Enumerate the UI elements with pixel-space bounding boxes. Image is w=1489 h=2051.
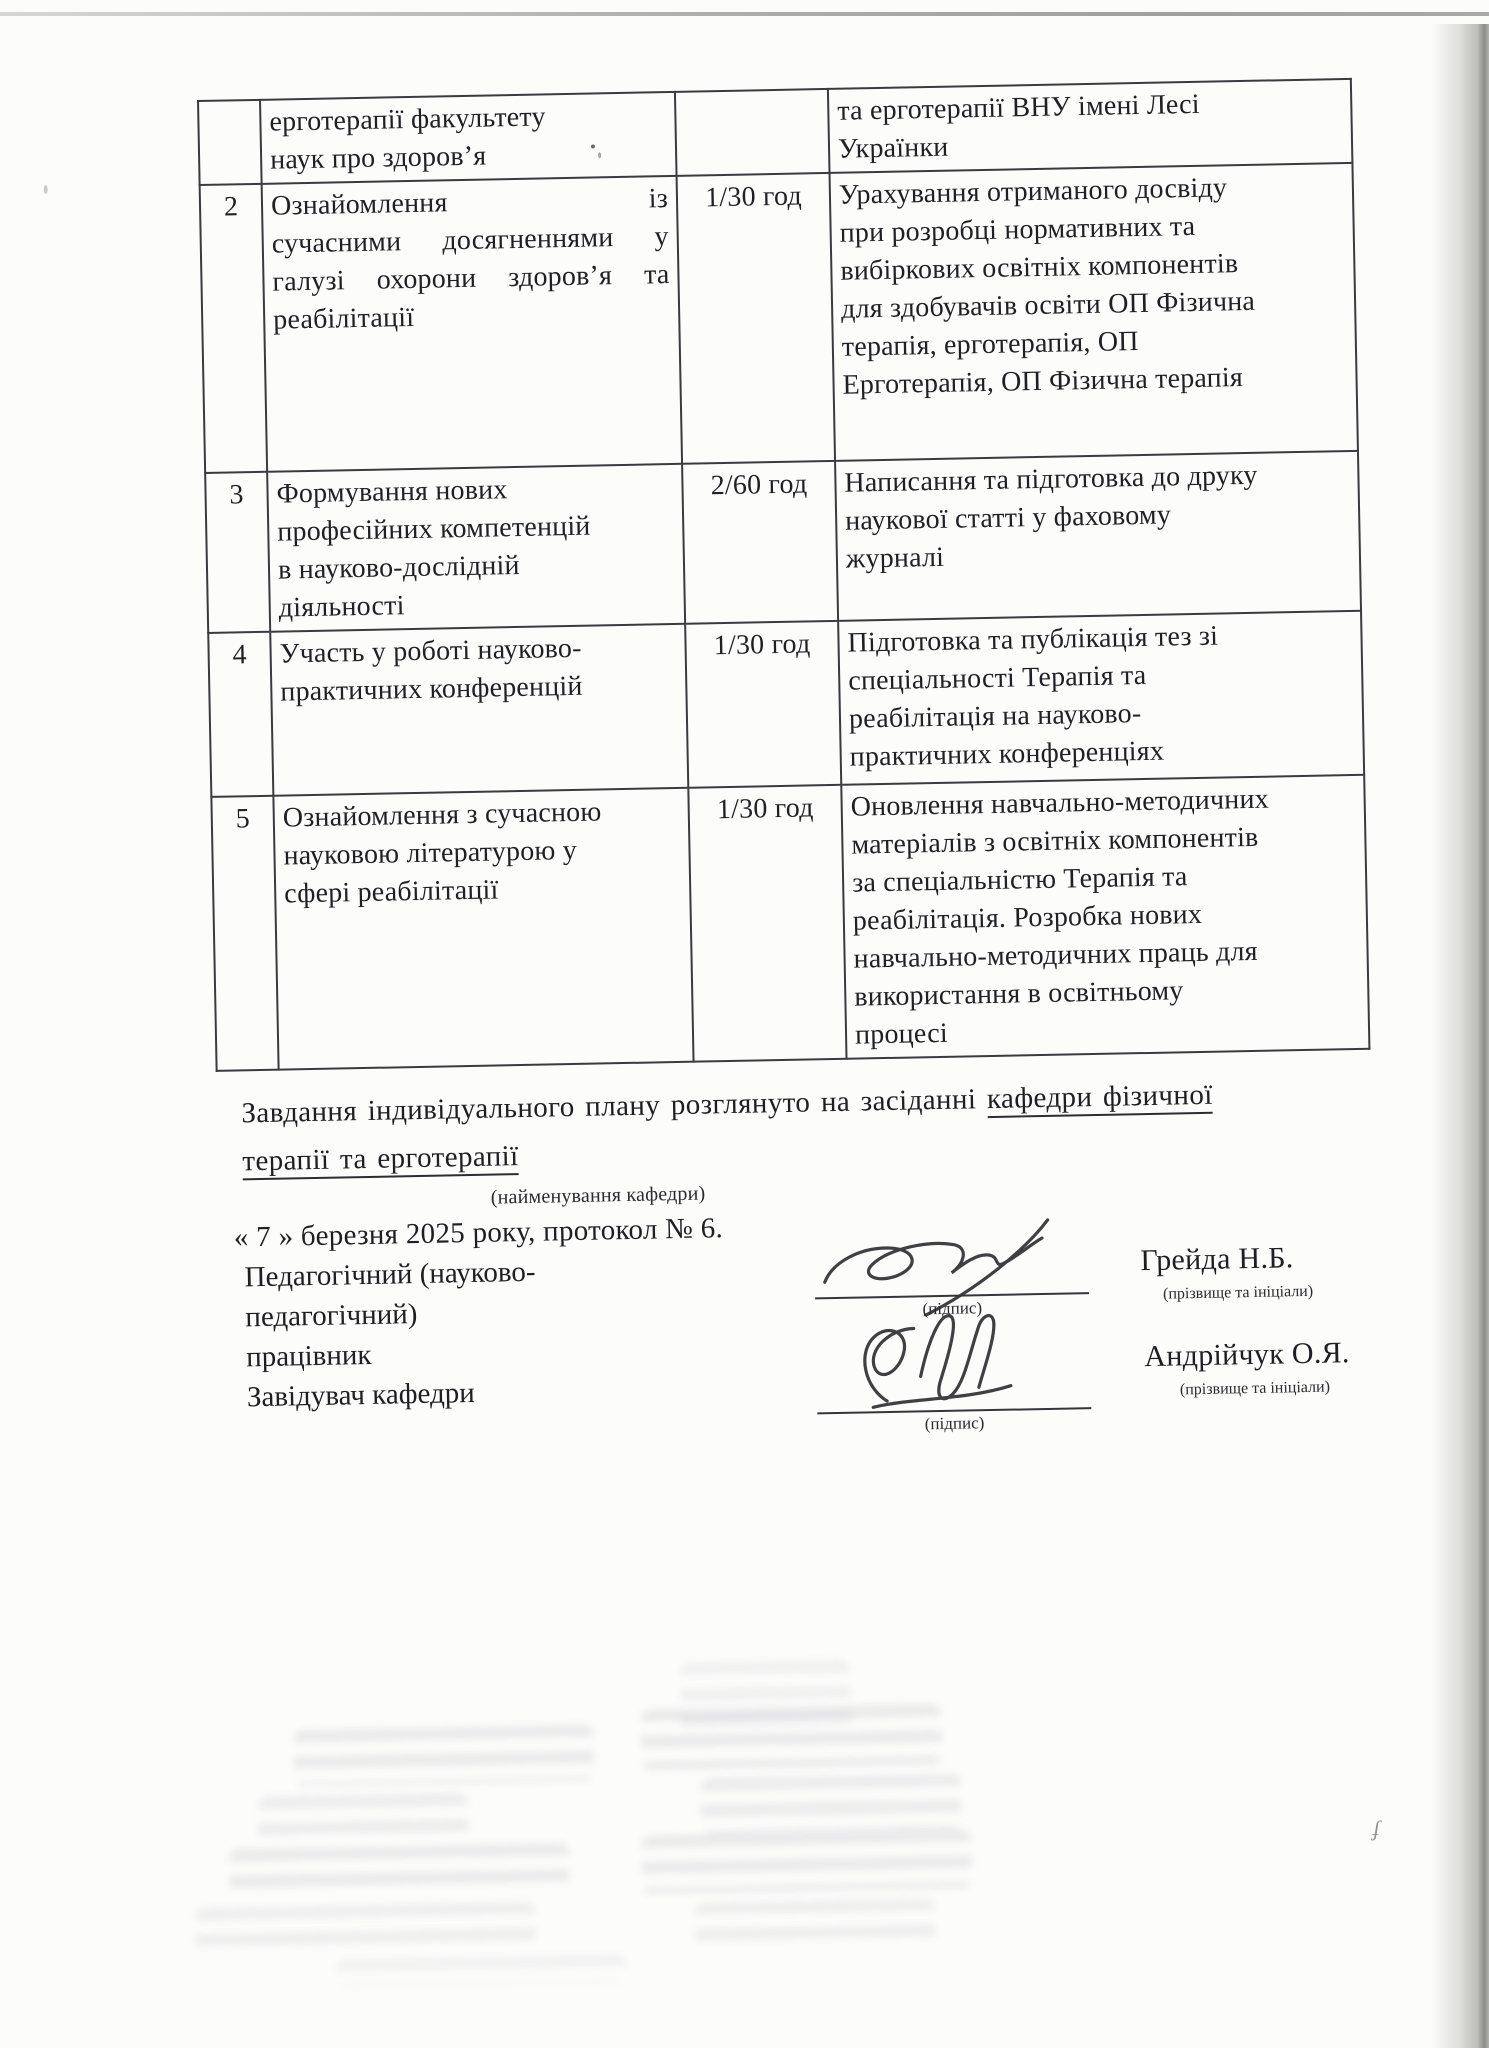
- text-line: журналі: [845, 541, 945, 575]
- text-line: матеріалів з освітніх компонентів: [851, 821, 1259, 861]
- pen-mark: ʄ: [1373, 1815, 1380, 1841]
- bleedthrough-smudge: [229, 1843, 570, 1902]
- role-lines: [244, 1252, 538, 1418]
- signature-caption: (підпис): [922, 1298, 983, 1319]
- text-line: Ознайомлення з сучасною: [282, 796, 602, 834]
- signature-caption: (підпис): [924, 1413, 985, 1434]
- text-line: Участь у роботі науково-: [279, 632, 582, 670]
- text-line: реабілітації: [272, 301, 415, 336]
- signee-name: Грейда Н.Б.: [1140, 1241, 1294, 1278]
- cell-hours: 1/30 год: [677, 173, 836, 464]
- ink-speck: [44, 185, 48, 194]
- bleedthrough-smudge: [695, 1898, 936, 1951]
- bleedthrough-smudge: [258, 1793, 469, 1847]
- meeting-text: Завдання індивідуального плану розглянуто на засіданні: [241, 1083, 977, 1130]
- text-line: галузі охорони здоров’я та: [272, 259, 670, 298]
- text-line: вибіркових освітніх компонентів: [840, 248, 1239, 287]
- cell-task: [273, 788, 693, 1070]
- bleedthrough-smudge: [641, 1704, 942, 1770]
- cell-row-number: 3: [205, 472, 270, 633]
- cell-row-number: [198, 100, 262, 185]
- table-row: [200, 163, 1358, 473]
- text-line: Написання та підготовка до друку: [844, 459, 1258, 499]
- cell-hours: 1/30 год: [685, 621, 841, 788]
- text-line: професійних компетенцій: [277, 510, 591, 548]
- cell-task: [270, 624, 688, 796]
- cell-result: [838, 611, 1364, 785]
- individual-plan-table: [197, 78, 1370, 1072]
- name-caption: (прізвище та ініціали): [1162, 1282, 1314, 1303]
- text-line: сфері реабілітації: [283, 874, 499, 910]
- protocol-line: « 7 » березня 2025 року, протокол № 6.: [233, 1212, 724, 1254]
- cell-result: [841, 775, 1369, 1059]
- ink-speck: [598, 152, 601, 158]
- text-line: реабілітація. Розробка нових: [852, 898, 1203, 937]
- name-caption: (прізвище та ініціали): [1179, 1378, 1331, 1399]
- text-line: сучасними досягненнями у: [271, 221, 670, 260]
- cell-task: [267, 464, 685, 632]
- role-line: Педагогічний (науково-: [244, 1255, 536, 1294]
- table-row: [208, 611, 1364, 797]
- text-line: наукової статті у фаховому: [844, 499, 1172, 537]
- text-line: ерготерапії факультету: [269, 101, 546, 138]
- cell-task: [262, 176, 682, 472]
- role-line: Завідувач кафедри: [246, 1376, 476, 1414]
- text-line: Ерготерапія, ОП Фізична терапія: [842, 362, 1244, 401]
- text-line: за спеціальністю Терапія та: [851, 861, 1188, 899]
- cell-row-number: 5: [211, 796, 278, 1071]
- text-line: для здобувачів освіти ОП Фізична: [840, 285, 1256, 325]
- department-name-part1: кафедри фізичної: [987, 1079, 1213, 1118]
- text-line: Підготовка та публікація тез зі: [847, 620, 1219, 659]
- text-line: Урахування отриманого досвіду: [838, 172, 1228, 211]
- text-line: діяльності: [278, 590, 405, 624]
- text-line: спеціальності Терапія та: [847, 659, 1147, 697]
- bleedthrough-smudge: [293, 1725, 594, 1787]
- text-line: реабілітація на науково-: [848, 698, 1142, 735]
- signature-andriichuk-image: [841, 1300, 1053, 1422]
- cell-hours: 2/60 год: [682, 461, 838, 624]
- text-line: Оновлення навчально-методичних: [850, 783, 1270, 823]
- ink-speck: [591, 144, 595, 148]
- table-row: [205, 451, 1361, 633]
- bleedthrough-smudge: [195, 1902, 536, 1953]
- cell-row-number: 4: [208, 632, 273, 797]
- text-line: Українки: [837, 131, 949, 165]
- cell-result: [835, 451, 1361, 621]
- text-line: Формування нових: [276, 474, 508, 510]
- text-line: процесі: [854, 1017, 949, 1051]
- text-line: терапія, ерготерапія, ОП: [841, 326, 1139, 363]
- role-line: працівник: [245, 1338, 372, 1374]
- text-line: в науково-дослідній: [277, 549, 520, 586]
- department-name-part2: терапії та ерготерапії: [242, 1140, 519, 1180]
- text-line: при розробці нормативних та: [839, 210, 1196, 249]
- bleedthrough-smudge: [336, 1954, 626, 1988]
- text-line: використання в освітньому: [854, 975, 1184, 1013]
- cell-result: [828, 79, 1353, 173]
- department-caption: (найменування кафедри): [490, 1182, 706, 1209]
- text-line: навчально-методичних праць для: [853, 935, 1258, 975]
- text-line: Ознайомлення із: [270, 183, 669, 222]
- cell-result: [830, 163, 1358, 461]
- text-line: наук про здоров’я: [269, 140, 487, 176]
- table-row: [211, 775, 1369, 1071]
- role-line: педагогічний): [245, 1298, 418, 1334]
- bleedthrough-smudge: [700, 1774, 961, 1835]
- cell-hours: [675, 89, 830, 176]
- bleedthrough-smudge: [641, 1830, 972, 1894]
- cell-hours: 1/30 год: [688, 785, 846, 1062]
- cell-row-number: 2: [200, 184, 268, 473]
- signee-name: Андрійчук О.Я.: [1143, 1336, 1350, 1374]
- cell-task: [260, 92, 677, 184]
- text-line: та ерготерапії ВНУ імені Лесі: [837, 88, 1201, 127]
- text-line: практичних конференцій: [280, 670, 583, 708]
- text-line: практичних конференціях: [849, 735, 1165, 773]
- text-line: науковою літературою у: [283, 834, 578, 872]
- meeting-paragraph: [241, 1068, 1383, 1186]
